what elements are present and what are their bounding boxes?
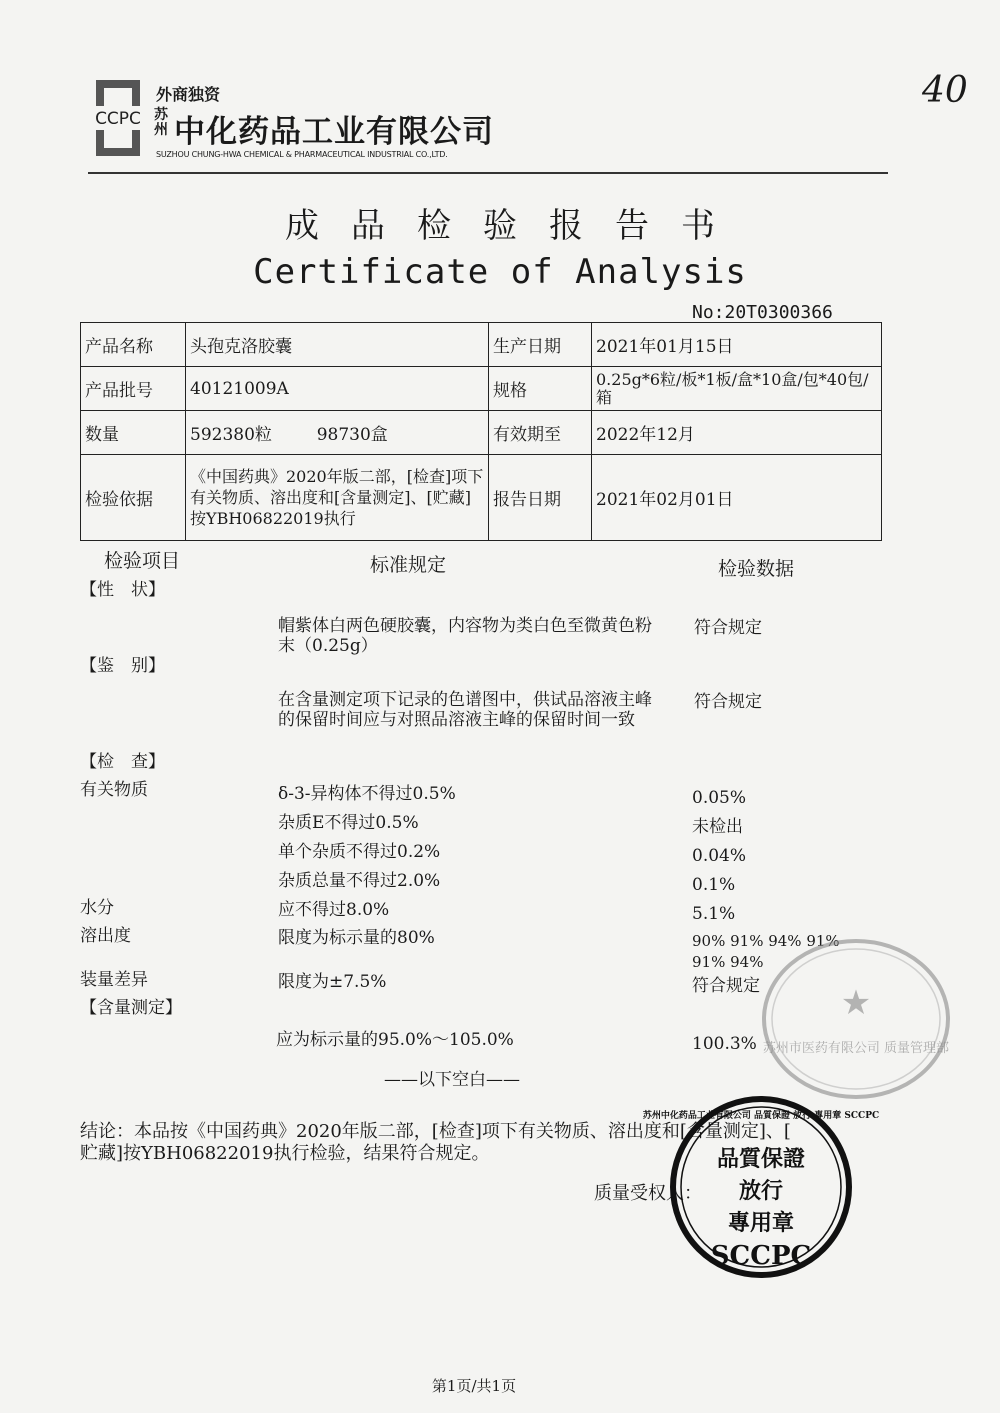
conclusion-line-2: 贮藏]按YBH06822019执行检验，结果符合规定。 [80,1143,490,1164]
product-name-label: 产品名称 [81,323,186,367]
qty-caps: 592380粒 [190,425,272,445]
identification-standard: 在含量测定项下记录的色谱图中，供试品溶液主峰的保留时间应与对照品溶液主峰的保留时间一致 [278,690,652,730]
related-4-standard: 杂质总量不得过2.0% [278,871,441,891]
appearance-standard: 帽紫体白两色硬胶囊，内容物为类白色至微黄色粉末（0.25g） [278,616,652,656]
svg-text:苏州中化药品工业有限公司 品質保證 放行 專用章 SCCPC: 苏州中化药品工业有限公司 品質保證 放行 專用章 SCCPC [642,1111,880,1121]
qty-value [186,411,489,455]
conclusion-line-1: 结论：本品按《中国药典》2020年版二部，[检查]项下有关物质、溶出度和[含量测定]、[ [80,1121,791,1142]
svg-text:品質保證: 品質保證 [716,1146,806,1172]
svg-text:專用章: 專用章 [727,1210,795,1236]
svg-text:苏州市医药有限公司 质量管理部: 苏州市医药有限公司 质量管理部 [762,1041,950,1056]
qa-signatory-label: 质量受权人： [594,1183,702,1204]
title-chinese: 成品检验报告书 [285,206,747,246]
product-name-value: 头孢克洛胶囊 [186,323,489,367]
header-divider [88,172,888,174]
expiry-label: 有效期至 [489,411,592,455]
qty-label: 数量 [81,411,186,455]
appearance-result: 符合规定 [694,618,762,638]
spec-label: 规格 [489,367,592,411]
related-3-standard: 单个杂质不得过0.2% [278,842,441,862]
batch-value: 40121009A [186,367,489,411]
related-4-result: 0.1% [692,875,736,895]
svg-text:SCCPC: SCCPC [710,1241,812,1271]
fill-variation-label: 装量差异 [80,970,148,990]
product-info-table [80,322,882,541]
related-1-standard: δ-3-异构体不得过0.5% [278,784,456,804]
assay-result: 100.3% [692,1034,757,1054]
col-standard-header: 标准规定 [370,554,447,576]
company-city: 苏州 [154,107,168,138]
water-label: 水分 [80,898,114,918]
section-appearance: 【性 状】 [80,580,165,600]
company-logo [92,80,144,156]
dissolution-standard: 限度为标示量的80% [278,928,435,948]
blank-below-marker: ——以下空白—— [384,1070,520,1090]
report-date-label: 报告日期 [489,455,592,541]
company-tag: 外商独资 [156,85,221,104]
basis-label: 检验依据 [81,455,186,541]
fill-variation-standard: 限度为±7.5% [278,972,387,992]
company-english-name: SUZHOU CHUNG-HWA CHEMICAL & PHARMACEUTICAL INDUSTRIAL CO.,LTD. [156,150,448,159]
section-identification: 【鉴 别】 [80,656,165,676]
identification-result: 符合规定 [694,692,762,712]
water-standard: 应不得过8.0% [278,900,390,920]
related-1-result: 0.05% [692,788,747,808]
related-2-standard: 杂质E不得过0.5% [278,813,419,833]
assay-standard: 应为标示量的95.0%～105.0% [276,1030,514,1050]
dissolution-result-1: 90% 91% 94% 91% [692,932,840,950]
batch-label: 产品批号 [81,367,186,411]
report-date-value: 2021年02月01日 [592,455,882,541]
svg-text:CCPC: CCPC [95,109,141,129]
company-name: 中化药品工业有限公司 [174,114,494,150]
svg-text:放行: 放行 [738,1178,784,1204]
expiry-value: 2022年12月 [592,411,882,455]
dissolution-result-2: 91% 94% [692,953,764,971]
page-number: 第1页/共1页 [431,1377,517,1395]
related-3-result: 0.04% [692,846,747,866]
col-result-header: 检验数据 [718,558,795,580]
mfg-date-value: 2021年01月15日 [592,323,882,367]
svg-text:★: ★ [840,983,872,1023]
related-substances-label: 有关物质 [80,780,148,800]
distributor-seal [758,934,954,1108]
qty-boxes: 98730盒 [316,425,388,445]
related-2-result: 未检出 [692,817,743,837]
title-english: Certificate of Analysis [253,252,747,292]
dissolution-label: 溶出度 [80,926,131,946]
certificate-number: No:20T0300366 [692,302,833,323]
section-tests: 【检 查】 [80,752,165,772]
fill-variation-result: 符合规定 [692,976,760,996]
basis-value: 《中国药典》2020年版二部，[检查]项下有关物质、溶出度和[含量测定]、[贮藏]按YBH06822019执行 [186,455,489,541]
mfg-date-label: 生产日期 [489,323,592,367]
water-result: 5.1% [692,904,736,924]
spec-value: 0.25g*6粒/板*1板/盒*10盒/包*40包/箱 [592,367,882,411]
handwritten-page-mark: 40 [922,70,968,111]
section-assay: 【含量测定】 [80,998,182,1018]
col-item-header: 检验项目 [104,550,181,572]
